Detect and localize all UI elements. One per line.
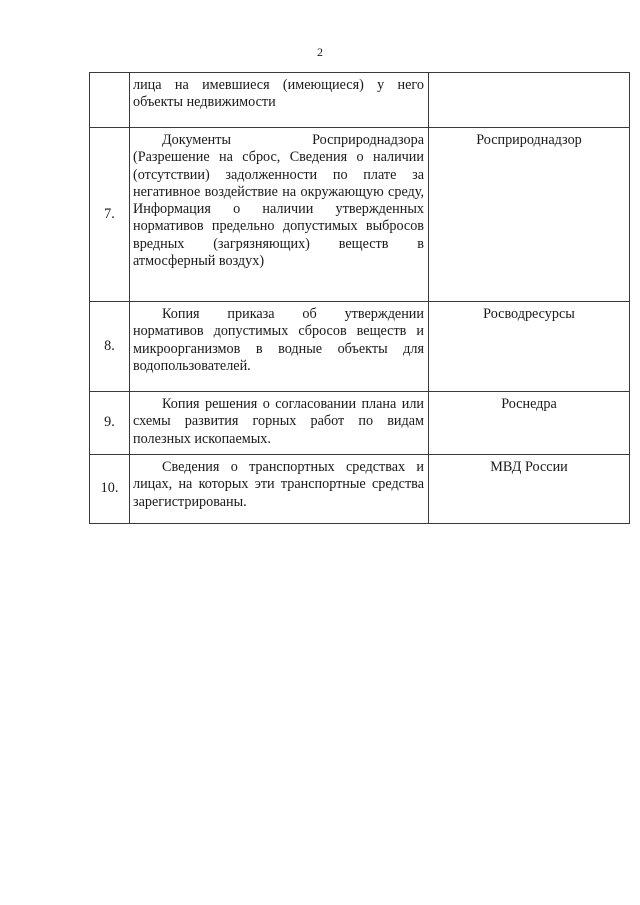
row-agency: Росприроднадзор bbox=[429, 128, 630, 302]
row-number: 7. bbox=[90, 128, 130, 302]
row-number bbox=[90, 73, 130, 128]
row-number: 9. bbox=[90, 392, 130, 455]
description-text: лица на имевшиеся (имеющиеся) у него объекты недвижимости bbox=[133, 77, 424, 111]
table-row-8 bbox=[90, 302, 630, 392]
table-row-continued bbox=[90, 73, 630, 128]
description-text: Копия приказа об утверждении нормативов допустимых сбросов веществ и микроорганизмов в водные объекты для водопользователей. bbox=[133, 306, 424, 374]
table-row-10 bbox=[90, 455, 630, 524]
row-agency: МВД России bbox=[429, 455, 630, 524]
row-description bbox=[130, 302, 429, 392]
row-number: 10. bbox=[90, 455, 130, 524]
row-description bbox=[130, 128, 429, 302]
table-row-7 bbox=[90, 128, 630, 302]
row-description bbox=[130, 392, 429, 455]
description-text: Копия решения о согласовании плана или схемы развития горных работ по видам полезных ископаемых. bbox=[133, 396, 424, 447]
row-agency bbox=[429, 73, 630, 128]
description-text: Сведения о транспортных средствах и лицах, на которых эти транспортные средства зарегистрированы. bbox=[133, 459, 424, 510]
row-number: 8. bbox=[90, 302, 130, 392]
row-agency: Роснедра bbox=[429, 392, 630, 455]
description-text: Документы Росприроднадзора (Разрешение на сброс, Сведения о наличии (отсутствии) задолженности по плате за негативное воздействие на окружающую среду, Информация о наличии утвержденных нормативов предельно допустимых выбросов вредных (загрязняющих) веществ в атмосферный воздух) bbox=[133, 132, 424, 270]
row-description bbox=[130, 455, 429, 524]
row-agency: Росводресурсы bbox=[429, 302, 630, 392]
page-number: 2 bbox=[317, 45, 323, 59]
table-row-9 bbox=[90, 392, 630, 455]
documents-table bbox=[89, 72, 630, 524]
row-description bbox=[130, 73, 429, 128]
